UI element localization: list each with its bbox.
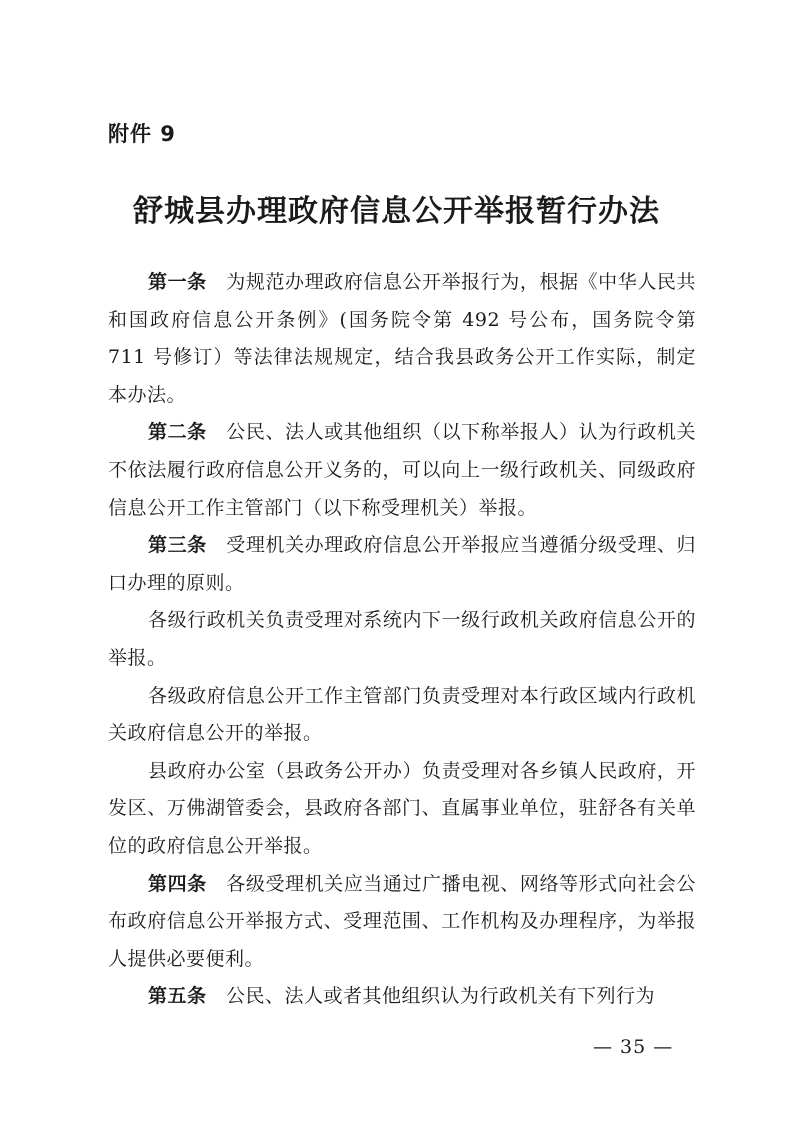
paragraph-article-1 <box>108 264 696 414</box>
paragraph-article-2 <box>108 414 696 527</box>
page-number: — 35 — <box>593 1036 674 1058</box>
article-number: 第二条 <box>148 421 207 444</box>
document-title: 舒城县办理政府信息公开举报暂行办法 <box>133 194 660 229</box>
paragraph-text: 各级政府信息公开工作主管部门负责受理对本行政区域内行政机关政府信息公开的举报。 <box>108 684 696 745</box>
paragraph-article-3 <box>108 527 696 602</box>
paragraph-article-3-clause-2 <box>108 678 696 753</box>
paragraph-text: 各级行政机关负责受理对系统内下一级行政机关政府信息公开的举报。 <box>108 609 696 669</box>
paragraph-text: 公民、法人或者其他组织认为行政机关有下列行为 <box>226 985 656 1008</box>
document-body <box>108 264 696 1016</box>
article-number: 第三条 <box>148 534 207 557</box>
paragraph-article-4 <box>108 866 696 979</box>
attachment-label: 附件 9 <box>108 122 176 146</box>
article-number: 第一条 <box>148 271 207 293</box>
paragraph-article-5 <box>108 978 696 1016</box>
article-number: 第五条 <box>148 985 207 1008</box>
paragraph-text: 公民、法人或其他组织（以下称举报人）认为行政机关不依法履行政府信息公开义务的，可以向上一级行政机关、同级政府信息公开工作主管部门（以下称受理机关）举报。 <box>108 421 696 519</box>
article-number: 第四条 <box>148 872 207 895</box>
paragraph-text: 各级受理机关应当通过广播电视、网络等形式向社会公布政府信息公开举报方式、受理范围、工作机构及办理程序，为举报人提供必要便利。 <box>108 872 696 970</box>
paragraph-article-3-clause-3 <box>108 753 696 866</box>
paragraph-text: 受理机关办理政府信息公开举报应当遵循分级受理、归口办理的原则。 <box>108 534 696 594</box>
paragraph-text: 为规范办理政府信息公开举报行为，根据《中华人民共和国政府信息公开条例》(国务院令第 492 号公布，国务院令第 711 号修订）等法律法规规定，结合我县政务公开工作实际，制定本办法。 <box>108 271 696 406</box>
paragraph-article-3-clause-1 <box>108 602 696 677</box>
paragraph-text: 县政府办公室（县政务公开办）负责受理对各乡镇人民政府，开发区、万佛湖管委会，县政府各部门、直属事业单位，驻舒各有关单位的政府信息公开举报。 <box>108 759 696 857</box>
